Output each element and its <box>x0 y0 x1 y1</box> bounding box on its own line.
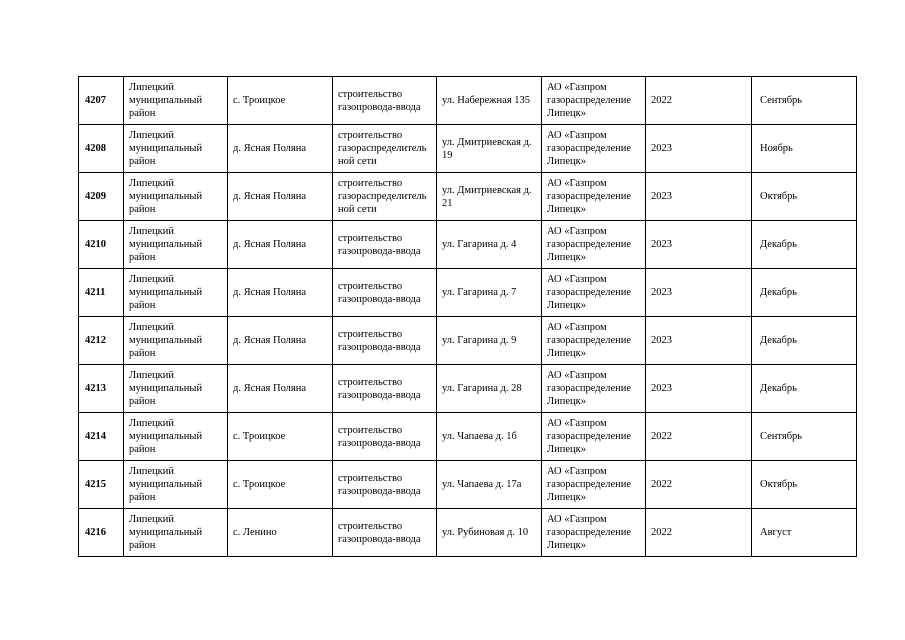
organization-cell: АО «Газпром газораспределение Липецк» <box>542 221 646 269</box>
organization-cell: АО «Газпром газораспределение Липецк» <box>542 269 646 317</box>
organization-cell: АО «Газпром газораспределение Липецк» <box>542 173 646 221</box>
settlement-cell: д. Ясная Поляна <box>228 221 333 269</box>
district-cell: Липецкий муниципальный район <box>124 365 228 413</box>
table-row <box>79 461 857 509</box>
year-cell: 2023 <box>646 173 752 221</box>
organization-cell: АО «Газпром газораспределение Липецк» <box>542 365 646 413</box>
organization-cell: АО «Газпром газораспределение Липецк» <box>542 413 646 461</box>
table-body <box>79 77 857 557</box>
row-number: 4216 <box>79 509 124 557</box>
district-cell: Липецкий муниципальный район <box>124 413 228 461</box>
work-type-cell: строительство газопровода-ввода <box>333 221 437 269</box>
work-type-cell: строительство газопровода-ввода <box>333 317 437 365</box>
table-row <box>79 77 857 125</box>
district-cell: Липецкий муниципальный район <box>124 221 228 269</box>
row-number: 4208 <box>79 125 124 173</box>
month-cell: Декабрь <box>752 317 857 365</box>
settlement-cell: с. Троицкое <box>228 413 333 461</box>
table-row <box>79 125 857 173</box>
row-number: 4214 <box>79 413 124 461</box>
work-type-cell: строительство газораспределитель ной сети <box>333 173 437 221</box>
work-type-cell: строительство газопровода-ввода <box>333 269 437 317</box>
settlement-cell: д. Ясная Поляна <box>228 125 333 173</box>
settlement-cell: д. Ясная Поляна <box>228 269 333 317</box>
year-cell: 2023 <box>646 125 752 173</box>
work-type-cell: строительство газопровода-ввода <box>333 461 437 509</box>
address-cell: ул. Дмитриевская д. 19 <box>437 125 542 173</box>
table-row <box>79 413 857 461</box>
address-cell: ул. Гагарина д. 9 <box>437 317 542 365</box>
settlement-cell: д. Ясная Поляна <box>228 365 333 413</box>
settlement-cell: с. Троицкое <box>228 461 333 509</box>
organization-cell: АО «Газпром газораспределение Липецк» <box>542 77 646 125</box>
row-number: 4212 <box>79 317 124 365</box>
row-number: 4213 <box>79 365 124 413</box>
month-cell: Декабрь <box>752 221 857 269</box>
work-type-cell: строительство газопровода-ввода <box>333 509 437 557</box>
row-number: 4209 <box>79 173 124 221</box>
year-cell: 2022 <box>646 77 752 125</box>
row-number: 4210 <box>79 221 124 269</box>
table-row <box>79 221 857 269</box>
year-cell: 2022 <box>646 461 752 509</box>
year-cell: 2022 <box>646 509 752 557</box>
year-cell: 2022 <box>646 413 752 461</box>
settlement-cell: д. Ясная Поляна <box>228 317 333 365</box>
work-type-cell: строительство газораспределитель ной сети <box>333 125 437 173</box>
month-cell: Декабрь <box>752 269 857 317</box>
month-cell: Октябрь <box>752 461 857 509</box>
row-number: 4207 <box>79 77 124 125</box>
district-cell: Липецкий муниципальный район <box>124 77 228 125</box>
work-type-cell: строительство газопровода-ввода <box>333 77 437 125</box>
district-cell: Липецкий муниципальный район <box>124 509 228 557</box>
settlement-cell: с. Ленино <box>228 509 333 557</box>
address-cell: ул. Набережная 135 <box>437 77 542 125</box>
month-cell: Ноябрь <box>752 125 857 173</box>
year-cell: 2023 <box>646 221 752 269</box>
row-number: 4215 <box>79 461 124 509</box>
year-cell: 2023 <box>646 317 752 365</box>
table-row <box>79 365 857 413</box>
work-type-cell: строительство газопровода-ввода <box>333 365 437 413</box>
district-cell: Липецкий муниципальный район <box>124 125 228 173</box>
organization-cell: АО «Газпром газораспределение Липецк» <box>542 509 646 557</box>
work-type-cell: строительство газопровода-ввода <box>333 413 437 461</box>
address-cell: ул. Гагарина д. 4 <box>437 221 542 269</box>
settlement-cell: д. Ясная Поляна <box>228 173 333 221</box>
address-cell: ул. Гагарина д. 28 <box>437 365 542 413</box>
gasification-table <box>78 76 857 557</box>
district-cell: Липецкий муниципальный район <box>124 317 228 365</box>
address-cell: ул. Рубиновая д. 10 <box>437 509 542 557</box>
settlement-cell: с. Троицкое <box>228 77 333 125</box>
month-cell: Август <box>752 509 857 557</box>
address-cell: ул. Дмитриевская д. 21 <box>437 173 542 221</box>
table-row <box>79 173 857 221</box>
address-cell: ул. Гагарина д. 7 <box>437 269 542 317</box>
month-cell: Октябрь <box>752 173 857 221</box>
table-row <box>79 317 857 365</box>
district-cell: Липецкий муниципальный район <box>124 461 228 509</box>
month-cell: Сентябрь <box>752 413 857 461</box>
year-cell: 2023 <box>646 365 752 413</box>
year-cell: 2023 <box>646 269 752 317</box>
month-cell: Декабрь <box>752 365 857 413</box>
organization-cell: АО «Газпром газораспределение Липецк» <box>542 461 646 509</box>
organization-cell: АО «Газпром газораспределение Липецк» <box>542 125 646 173</box>
month-cell: Сентябрь <box>752 77 857 125</box>
address-cell: ул. Чапаева д. 1б <box>437 413 542 461</box>
row-number: 4211 <box>79 269 124 317</box>
district-cell: Липецкий муниципальный район <box>124 269 228 317</box>
table-row <box>79 509 857 557</box>
organization-cell: АО «Газпром газораспределение Липецк» <box>542 317 646 365</box>
address-cell: ул. Чапаева д. 17а <box>437 461 542 509</box>
table-row <box>79 269 857 317</box>
district-cell: Липецкий муниципальный район <box>124 173 228 221</box>
